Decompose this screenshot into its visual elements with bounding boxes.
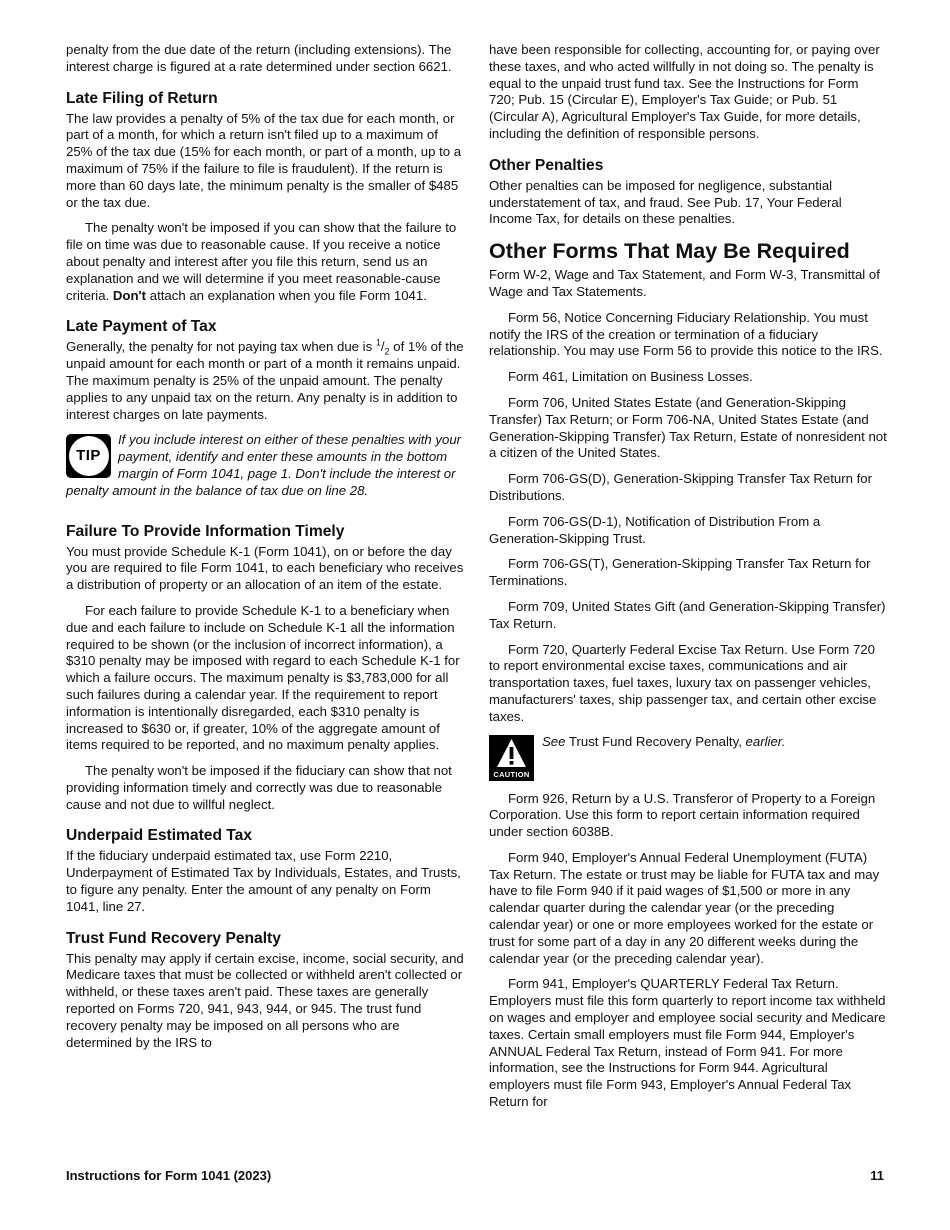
underpaid-heading: Underpaid Estimated Tax (66, 827, 253, 845)
left-column (66, 42, 464, 1051)
trust-fund-continued: have been responsible for collecting, accounting for, or paying over these taxes, and who acted willfully in not doing so. The penalty is equal to the unpaid trust fund tax. See the Instructions for Form 720; Pub. 15 (Circular E), Employer's Tax Guide; or Pub. 51 (Circular A), Agricultural Employer's Tax Guide, for more details, including the definition of responsible persons. (489, 42, 880, 141)
intro-paragraph: penalty from the due date of the return (including extensions). The interest charge is figured at a rate determined under section 6621. (66, 42, 452, 74)
form-item: Form 706-GS(D-1), Notification of Distribution From a Generation-Skipping Trust. (489, 513, 821, 546)
right-column (489, 42, 887, 1111)
late-filing-heading: Late Filing of Return (66, 89, 218, 107)
page-number: 11 (870, 1168, 884, 1183)
late-payment-paragraph: Generally, the penalty for not paying tax when due is $^1/_2$ of 1% of the unpaid amount for each month or part of a month it remains unpaid. The maximum penalty is 25% of the unpaid amount. The penalty applies to any unpaid tax on the return. Any penalty is in addition to interest charges on late payments. (66, 337, 464, 422)
form-item: Form 706, United States Estate (and Generation-Skipping Transfer) Tax Return; or Form 706-NA, United States Estate (and Generation-Skipping Transfer) Tax Return, Estate of nonresident not a citizen of the United States. (489, 394, 887, 461)
form-item: Form 720, Quarterly Federal Excise Tax Return. Use Form 720 to report environmental excise taxes, communications and air transportation taxes, fuel taxes, luxury tax on passenger vehicles, manufacturers' taxes, ship passenger tax, and certain other excise taxes. (489, 641, 877, 724)
tip-text: If you include interest on either of these penalties with your payment, identify and enter these amounts in the bottom margin of Form 1041, page 1. Don't include the interest or penalty amount in the balance of tax due on line 28. (66, 432, 462, 498)
other-penalties-heading: Other Penalties (489, 156, 604, 174)
form-item: Form 706-GS(D), Generation-Skipping Transfer Tax Return for Distributions. (489, 471, 873, 503)
caution-icon: CAUTION (489, 735, 534, 781)
failure-info-paragraph-3: The penalty won't be imposed if the fiduciary can show that not providing information timely and correctly was due to reasonable cause and not due to willful neglect. (66, 763, 452, 812)
form-item: Form 940, Employer's Annual Federal Unemployment (FUTA) Tax Return. The estate or trust may be liable for FUTA tax and may have to file Form 940 if it paid wages of $1,500 or more in any calendar quarter during the calendar year (or the preceding calendar year) or one or more employees worked for the estate or trust for some part of a day in any 20 different weeks during the calendar year (or the preceding calendar year). (489, 849, 880, 966)
form-item: Form 706-GS(T), Generation-Skipping Transfer Tax Return for Terminations. (489, 556, 871, 589)
late-filing-paragraph-1: The law provides a penalty of 5% of the tax due for each month, or part of a month, for which a return isn't filed up to a maximum of 25% of the tax due (15% for each month, or part of a month, up to a maximum of 75% if the failure to file is fraudulent). If the return is more than 60 days late, the minimum penalty is the smaller of $485 or the tax due. (66, 110, 462, 210)
failure-info-paragraph-1: You must provide Schedule K-1 (Form 1041), on or before the day you are required to file Form 1041, to each beneficiary who receives a distribution of property or an allocation of an item of the estate. (66, 543, 464, 593)
caution-note (489, 734, 887, 782)
trust-fund-paragraph: This penalty may apply if certain excise, income, social security, and Medicare taxes that must be collected or withheld aren't collected or withheld, or these taxes aren't paid. These taxes are generally reported on Forms 720, 941, 943, 944, or 945. The trust fund recovery penalty may be imposed on all persons who are determined by the IRS to (66, 950, 464, 1050)
tip-note (66, 432, 464, 499)
caution-text: See Trust Fund Recovery Penalty, earlier. (542, 733, 786, 749)
other-forms-heading: Other Forms That May Be Required (489, 239, 850, 264)
late-filing-paragraph-2: The penalty won't be imposed if you can show that the failure to file on time was due to reasonable cause. If you receive a notice about penalty and interest after you file this return, send us an explanation and we will determine if you meet reasonable-cause criteria. Don't attach an explanation when you file Form 1041. (66, 220, 457, 303)
underpaid-paragraph: If the fiduciary underpaid estimated tax, use Form 2210, Underpayment of Estimated Tax by Individuals, Estates, and Trusts, to figure any penalty. Enter the amount of any penalty on Form 1041, line 27. (66, 848, 461, 914)
form-item: Form W-2, Wage and Tax Statement, and Form W-3, Transmittal of Wage and Tax Statements. (489, 267, 880, 299)
form-item: Form 709, United States Gift (and Generation-Skipping Transfer) Tax Return. (489, 598, 886, 631)
footer-title: Instructions for Form 1041 (2023) (66, 1168, 272, 1183)
late-payment-heading: Late Payment of Tax (66, 318, 217, 336)
failure-info-paragraph-2: For each failure to provide Schedule K-1 to a beneficiary when due and each failure to include on Schedule K-1 all the information required to be shown (or the inclusion of incorrect information), a $310 penalty may be imposed with regard to each Schedule K-1 for which a failure occurs. The maximum penalty is $3,783,000 for all such failures during a calendar year. If the requirement to report information is intentionally disregarded, each $310 penalty is increased to $630 or, if greater, 10% of the aggregate amount of items required to be reported, and no maximum penalty applies. (66, 602, 460, 753)
form-item: Form 941, Employer's QUARTERLY Federal Tax Return. Employers must file this form quarterly to report income tax withheld on wages and employer and employee social security and Medicare taxes. Certain small employers must file Form 944, Employer's ANNUAL Federal Tax Return, instead of Form 941. For more information, see the Instructions for Form 944. Agricultural employers must file Form 943, Employer's Annual Federal Tax Return for (489, 976, 886, 1110)
failure-info-heading: Failure To Provide Information Timely (66, 522, 345, 540)
tip-icon: TIP (66, 434, 111, 478)
form-item: Form 56, Notice Concerning Fiduciary Relationship. You must notify the IRS of the creation or termination of a fiduciary relationship. You may use Form 56 to provide this notice to the IRS. (489, 309, 883, 359)
trust-fund-heading: Trust Fund Recovery Penalty (66, 929, 281, 947)
form-item: Form 926, Return by a U.S. Transferor of Property to a Foreign Corporation. Use this form to report certain information required under section 6038B. (489, 790, 876, 840)
fraction-one-half: $^1/_2$ (375, 337, 390, 357)
warning-triangle-icon (496, 738, 527, 770)
other-penalties-paragraph: Other penalties can be imposed for negligence, substantial understatement of tax, and fraud. See Pub. 17, Your Federal Income Tax, for details on these penalties. (489, 177, 842, 227)
form-item: Form 461, Limitation on Business Losses. (508, 369, 753, 385)
